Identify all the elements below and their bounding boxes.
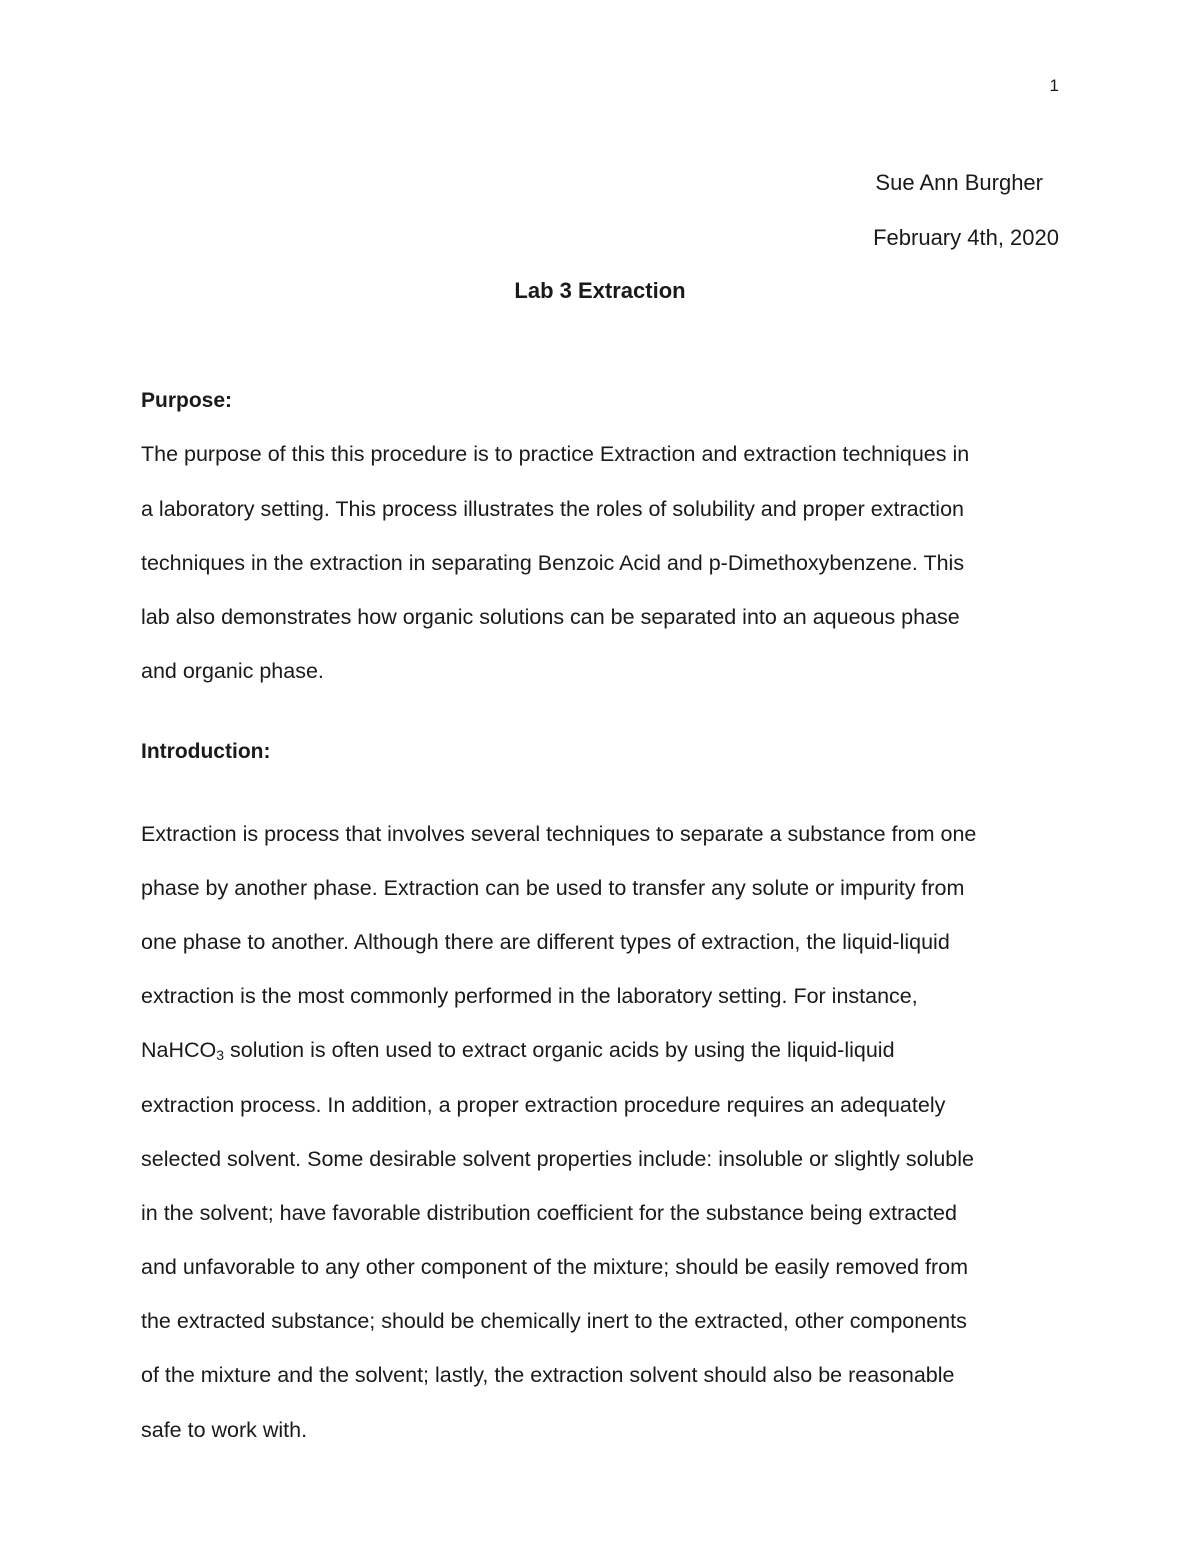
intro-line: phase by another phase. Extraction can be used to transfer any solute or impurity from xyxy=(141,876,965,900)
intro-line: and unfavorable to any other component of the mixture; should be easily removed from xyxy=(141,1255,969,1279)
intro-line: in the solvent; have favorable distribution coefficient for the substance being extracted xyxy=(141,1201,957,1225)
document-title: Lab 3 Extraction xyxy=(514,278,686,303)
purpose-line: lab also demonstrates how organic solutions can be separated into an aqueous phase xyxy=(141,605,960,629)
intro-line: safe to work with. xyxy=(141,1418,308,1442)
purpose-line: techniques in the extraction in separating Benzoic Acid and p-Dimethoxybenzene. This xyxy=(141,551,965,575)
intro-line: extraction is the most commonly performed in the laboratory setting. For instance, xyxy=(141,984,918,1008)
formula-prefix: NaHCO xyxy=(141,1038,217,1062)
purpose-line: The purpose of this this procedure is to practice Extraction and extraction techniques in xyxy=(141,442,970,466)
purpose-line: and organic phase. xyxy=(141,659,324,683)
introduction-heading: Introduction: xyxy=(141,740,271,763)
intro-line: selected solvent. Some desirable solvent properties include: insoluble or slightly soluble xyxy=(141,1147,974,1171)
formula-subscript: 3 xyxy=(216,1047,225,1063)
intro-line: of the mixture and the solvent; lastly, the extraction solvent should also be reasonable xyxy=(141,1363,955,1387)
intro-line: one phase to another. Although there are different types of extraction, the liquid-liquid xyxy=(141,930,950,954)
intro-line: the extracted substance; should be chemically inert to the extracted, other components xyxy=(141,1309,967,1333)
purpose-line: a laboratory setting. This process illustrates the roles of solubility and proper extraction xyxy=(141,497,964,521)
page-number: 1 xyxy=(1049,76,1059,95)
intro-line: extraction process. In addition, a proper extraction procedure requires an adequately xyxy=(141,1093,946,1117)
author-name: Sue Ann Burgher xyxy=(875,170,1043,195)
formula-line-text: solution is often used to extract organic acids by using the liquid-liquid xyxy=(224,1038,895,1062)
intro-formula-line xyxy=(141,1038,895,1063)
intro-line: Extraction is process that involves several techniques to separate a substance from one xyxy=(141,822,977,846)
document-date: February 4th, 2020 xyxy=(873,225,1059,250)
purpose-heading: Purpose: xyxy=(141,389,233,412)
